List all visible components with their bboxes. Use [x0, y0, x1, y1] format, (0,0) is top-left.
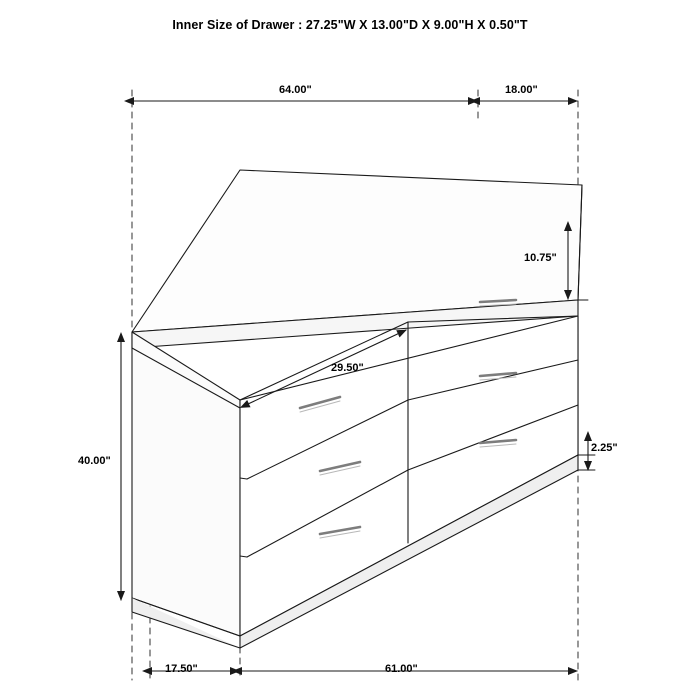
dim-label-front-width: 61.00" [385, 663, 418, 675]
dim-label-drawer-interior-width: 29.50" [331, 362, 364, 374]
dim-label-overall-height: 40.00" [78, 455, 111, 467]
front-face [240, 316, 578, 636]
dim-label-overall-width: 64.00" [279, 84, 312, 96]
dim-label-top-drawer-height: 10.75" [524, 252, 557, 264]
dim-label-side-depth: 17.50" [165, 663, 198, 675]
dim-label-overall-depth: 18.00" [505, 84, 538, 96]
dim-label-base-rail-height: 2.25" [591, 442, 618, 454]
page-title: Inner Size of Drawer : 27.25"W X 13.00"D X 9.00"H X 0.50"T [172, 18, 528, 32]
